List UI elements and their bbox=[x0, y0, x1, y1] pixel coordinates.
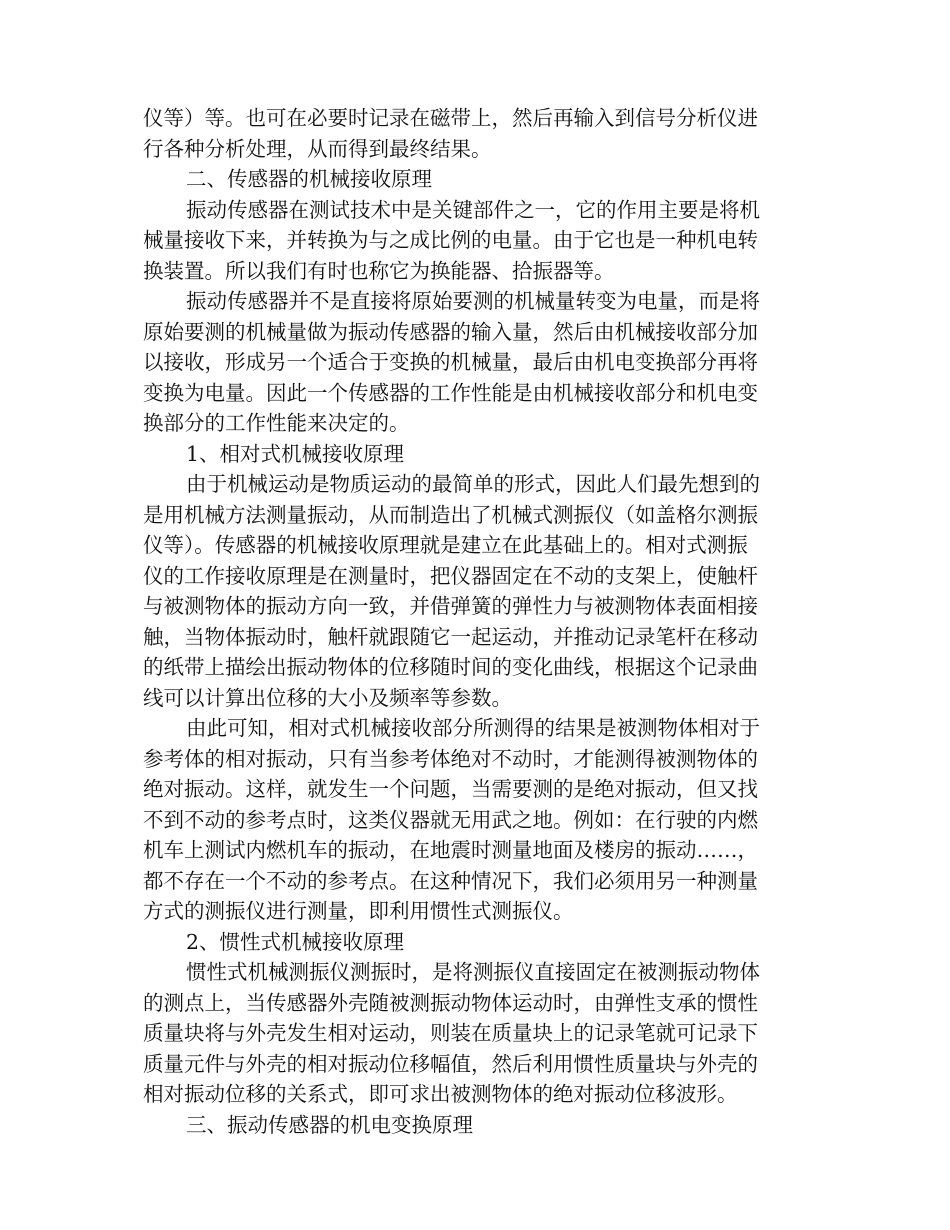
paragraph-line: 与被测物体的振动方向一致，并借弹簧的弹性力与被测物体表面相接 bbox=[143, 594, 758, 618]
paragraph-start-line: 振动传感器在测试技术中是关键部件之一，它的作用主要是将机 bbox=[186, 197, 760, 222]
paragraph-line: 换装置。所以我们有时也称它为换能器、拾振器等。 bbox=[143, 258, 615, 283]
paragraph-line: 机车上测试内燃机车的振动，在地震时测量地面及楼房的振动……， bbox=[143, 838, 758, 862]
paragraph-start-line: 1、相对式机械接收原理 bbox=[186, 441, 405, 466]
paragraph-line: 线可以计算出位移的大小及频率等参数。 bbox=[143, 685, 512, 710]
paragraph-start-line: 2、惯性式机械接收原理 bbox=[186, 929, 405, 954]
paragraph-start-line: 由于机械运动是物质运动的最简单的形式，因此人们最先想到的 bbox=[186, 472, 760, 496]
paragraph-line: 质量块将与外壳发生相对运动，则装在质量块上的记录笔就可记录下 bbox=[143, 1021, 758, 1045]
paragraph-line: 变换为电量。因此一个传感器的工作性能是由机械接收部分和机电变 bbox=[143, 380, 758, 405]
paragraph-start-line: 二、传感器的机械接收原理 bbox=[186, 167, 432, 191]
paragraph-line: 绝对振动。这样，就发生一个问题，当需要测的是绝对振动，但又找 bbox=[143, 777, 758, 801]
paragraph-line: 触，当物体振动时，触杆就跟随它一起运动，并推动记录笔杆在移动 bbox=[143, 624, 758, 649]
paragraph-line: 方式的测振仪进行测量，即利用惯性式测振仪。 bbox=[143, 899, 574, 923]
paragraph-line: 械量接收下来，并转换为与之成比例的电量。由于它也是一种机电转 bbox=[143, 228, 758, 252]
paragraph-start-line: 由此可知，相对式机械接收部分所测得的结果是被测物体相对于 bbox=[186, 716, 760, 740]
paragraph-start-line: 惯性式机械测振仪测振时，是将测振仪直接固定在被测振动物体 bbox=[186, 960, 760, 984]
paragraph-line: 参考体的相对振动，只有当参考体绝对不动时，才能测得被测物体的 bbox=[143, 746, 758, 771]
paragraph-line: 仪的工作接收原理是在测量时，把仪器固定在不动的支架上，使触杆 bbox=[143, 563, 758, 588]
paragraph-line: 行各种分析处理，从而得到最终结果。 bbox=[143, 136, 492, 161]
paragraph-line: 不到不动的参考点时，这类仪器就无用武之地。例如：在行驶的内燃 bbox=[143, 807, 758, 832]
paragraph-line: 的纸带上描绘出振动物体的位移随时间的变化曲线，根据这个记录曲 bbox=[143, 655, 758, 679]
paragraph-start-line: 振动传感器并不是直接将原始要测的机械量转变为电量，而是将 bbox=[186, 289, 760, 313]
paragraph-line: 换部分的工作性能来决定的。 bbox=[143, 411, 410, 435]
paragraph-line: 都不存在一个不动的参考点。在这种情况下，我们必须用另一种测量 bbox=[143, 868, 758, 893]
document-body bbox=[143, 103, 803, 1140]
paragraph-line: 原始要测的机械量做为振动传感器的输入量，然后由机械接收部分加 bbox=[143, 319, 758, 344]
paragraph-line: 的测点上，当传感器外壳随被测振动物体运动时，由弹性支承的惯性 bbox=[143, 990, 758, 1015]
paragraph-line: 是用机械方法测量振动，从而制造出了机械式测振仪（如盖格尔测振 bbox=[143, 502, 758, 527]
paragraph-line: 质量元件与外壳的相对振动位移幅值，然后利用惯性质量块与外壳的 bbox=[143, 1051, 758, 1076]
paragraph-start-line: 三、振动传感器的机电变换原理 bbox=[186, 1112, 473, 1137]
paragraph-line: 相对振动位移的关系式，即可求出被测物体的绝对振动位移波形。 bbox=[143, 1082, 738, 1106]
paragraph-line: 以接收，形成另一个适合于变换的机械量，最后由机电变换部分再将 bbox=[143, 350, 758, 374]
paragraph-line: 仪等）。传感器的机械接收原理就是建立在此基础上的。相对式测振 bbox=[143, 533, 748, 557]
paragraph-line: 仪等）等。也可在必要时记录在磁带上，然后再输入到信号分析仪进 bbox=[143, 106, 758, 130]
